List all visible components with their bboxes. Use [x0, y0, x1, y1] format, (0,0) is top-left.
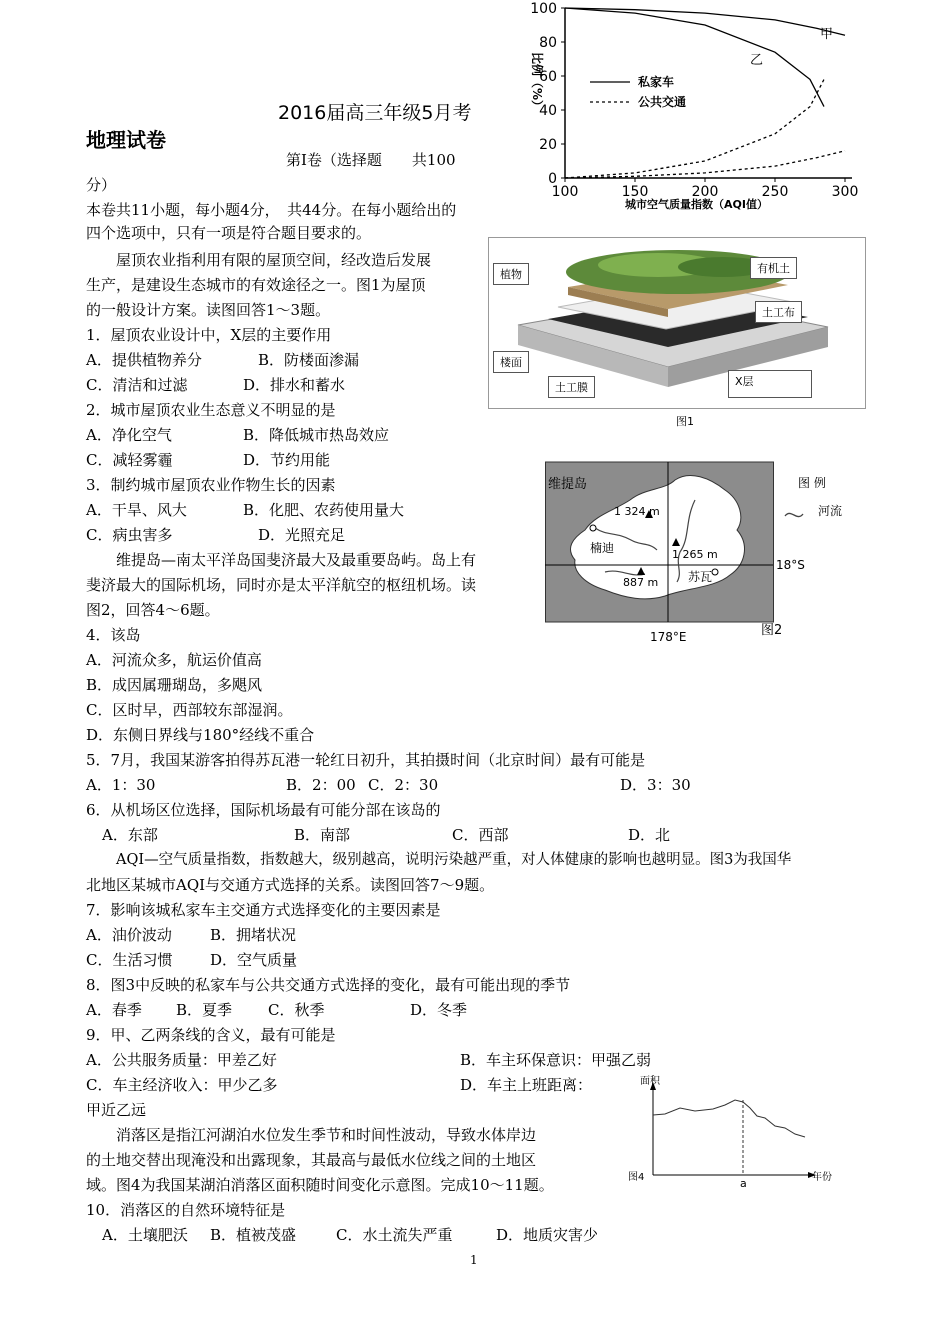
q1-stem: 1．屋顶农业设计中，X层的主要作用: [86, 326, 332, 344]
section-line: 第Ⅰ卷（选择题 共100: [286, 151, 456, 169]
q6-option-b: B．南部: [294, 826, 351, 844]
fig3-xlabel: 城市空气质量指数（AQI值）: [625, 198, 768, 211]
q8-option-d: D．冬季: [410, 1001, 468, 1019]
intro1-line-3: 的一般设计方案。读图回答1～3题。: [86, 301, 331, 319]
page-number: 1: [470, 1253, 478, 1267]
fig3-legend-private: 私家车: [638, 75, 675, 89]
q1-option-a: A．提供植物养分: [86, 351, 202, 369]
intro4-line-1: 消落区是指江河湖泊水位发生季节和时间性波动，导致水体岸边: [116, 1126, 537, 1144]
fig1-label-xlayer: X层: [728, 370, 812, 398]
intro4-line-3: 域。图4为我国某湖泊消落区面积随时间变化示意图。完成10～11题。: [86, 1176, 554, 1194]
q10-stem: 10．消落区的自然环境特征是: [86, 1201, 286, 1219]
title-line: 2016届高三年级5月考: [278, 102, 472, 124]
q8-option-a: A．春季: [86, 1001, 142, 1019]
q4-option-a: A．河流众多，航运价值高: [86, 651, 262, 669]
fig3-series-yi-public-line: [565, 79, 824, 178]
fig3-xtick-label: 200: [691, 184, 719, 200]
fig1-label-plants: 植物: [493, 263, 529, 285]
q6-stem: 6．从机场区位选择，国际机场最有可能分部在该岛的: [86, 801, 441, 819]
fig3-ytick-label: 0: [548, 171, 557, 187]
q5-option-b: B．2：00: [286, 776, 356, 794]
q8-option-c: C．秋季: [268, 1001, 325, 1019]
fig3-chart: [520, 0, 860, 215]
fig3-series-jia-private-line: [565, 8, 845, 35]
section-cont: 分）: [86, 176, 117, 194]
fig2-title: 维提岛: [548, 477, 588, 492]
fig3-ylabel: 比例（%）: [530, 52, 544, 113]
instruction-line-2: 四个选项中，只有一项是符合题目要求的。: [86, 224, 372, 242]
q10-option-c: C．水土流失严重: [336, 1226, 453, 1244]
q9-option-a: A．公共服务质量：甲差乙好: [86, 1051, 277, 1069]
q9-option-d-cont: 甲近乙远: [86, 1101, 147, 1119]
fig3-xtick-label: 250: [761, 184, 789, 200]
q5-stem: 5．7月，我国某游客拍得苏瓦港一轮红日初升，其拍摄时间（北京时间）最有可能是: [86, 751, 646, 769]
fig4-chart: [625, 1070, 840, 1195]
q9-option-b: B．车主环保意识：甲强乙弱: [460, 1051, 652, 1069]
fig1-label-membrane: 土工膜: [548, 376, 595, 398]
fig2-caption: 图2: [761, 623, 783, 638]
subtitle: 地理试卷: [86, 128, 166, 152]
fig2-legend-river: 河流: [818, 504, 843, 518]
q9-option-c: C．车主经济收入：甲少乙多: [86, 1076, 278, 1094]
q8-stem: 8．图3中反映的私家车与公共交通方式选择的变化，最有可能出现的季节: [86, 976, 571, 994]
fig2-lat: 18°S: [776, 558, 805, 572]
fig4-xlabel: 年份: [812, 1172, 832, 1183]
q1-option-b: B．防楼面渗漏: [258, 351, 360, 369]
fig4-area-line: [653, 1100, 805, 1137]
fig3-ytick-label: 40: [539, 103, 557, 119]
fig3-ytick-label: 20: [539, 137, 557, 153]
intro2-line-3: 图2，回答4～6题。: [86, 601, 220, 619]
fig1-caption: 图1: [676, 415, 694, 428]
q2-option-c: C．减轻雾霾: [86, 451, 173, 469]
fig3-ytick-label: 80: [539, 35, 557, 51]
intro1-line-1: 屋顶农业指利用有限的屋顶空间，经改造后发展: [116, 251, 432, 269]
fig2-city1-dot-icon: [590, 525, 596, 531]
fig4-ylabel: 面积: [640, 1076, 660, 1087]
q2-stem: 2．城市屋顶农业生态意义不明显的是: [86, 401, 336, 419]
intro3-line-1: AQI—空气质量指数，指数越大，级别越高，说明污染越严重，对人体健康的影响也越明显。图3为我国华: [116, 852, 792, 868]
instruction-line-1: 本卷共11小题，每小题4分， 共44分。在每小题给出的: [86, 201, 457, 219]
q1-option-d: D．排水和蓄水: [243, 376, 346, 394]
fig3-xtick-label: 150: [621, 184, 649, 200]
q3-option-d: D．光照充足: [258, 526, 346, 544]
fig3-label-jia: 甲: [820, 27, 834, 42]
q6-option-a: A．东部: [102, 826, 158, 844]
q9-option-d: D．车主上班距离：: [460, 1076, 593, 1094]
fig2-legend-title: 图 例: [798, 476, 826, 490]
fig2-peak1: 1 324 m: [614, 505, 660, 518]
intro2-line-1: 维提岛—南太平洋岛国斐济最大及最重要岛屿。岛上有: [116, 551, 477, 569]
fig4-point-a: a: [740, 1177, 747, 1190]
q2-option-a: A．净化空气: [86, 426, 172, 444]
q7-option-c: C．生活习惯: [86, 951, 173, 969]
q4-option-c: C．区时早，西部较东部湿润。: [86, 701, 293, 719]
q1-option-c: C．清洁和过滤: [86, 376, 188, 394]
fig3-label-yi: 乙: [750, 53, 764, 68]
fig2-peak2: 1 265 m: [672, 548, 718, 561]
q10-option-d: D．地质灾害少: [496, 1226, 599, 1244]
q7-stem: 7．影响该城私家车主交通方式选择变化的主要因素是: [86, 901, 441, 919]
intro2-line-2: 斐济最大的国际机场，同时亦是太平洋航空的枢纽机场。读: [86, 576, 477, 594]
q7-option-a: A．油价波动: [86, 926, 172, 944]
q9-stem: 9．甲、乙两条线的含义，最有可能是: [86, 1026, 336, 1044]
q5-option-c: C．2：30: [368, 776, 439, 794]
fig3-series-yi-private-line: [565, 8, 824, 107]
intro3-line-2: 北地区某城市AQI与交通方式选择的关系。读图回答7～9题。: [86, 876, 495, 894]
q3-option-c: C．病虫害多: [86, 526, 173, 544]
fig2-lon: 178°E: [650, 630, 687, 644]
q4-option-b: B．成因属珊瑚岛，多飓风: [86, 676, 263, 694]
q2-option-d: D．节约用能: [243, 451, 331, 469]
fig1-label-floor: 楼面: [493, 351, 529, 373]
intro1-line-2: 生产，是建设生态城市的有效途径之一。图1为屋顶: [86, 276, 426, 294]
q6-option-d: D．北: [628, 826, 671, 844]
q8-option-b: B．夏季: [176, 1001, 233, 1019]
fig2-legend-river-icon: [785, 513, 803, 516]
q7-option-b: B．拥堵状况: [210, 926, 297, 944]
intro4-line-2: 的土地交替出现淹没和出露现象，其最高与最低水位线之间的土地区: [86, 1151, 537, 1169]
q10-option-b: B．植被茂盛: [210, 1226, 297, 1244]
q5-option-a: A．1：30: [86, 776, 156, 794]
fig3-legend-public: 公共交通: [638, 95, 687, 109]
q5-option-d: D．3：30: [620, 776, 691, 794]
fig3-ytick-label: 60: [539, 69, 557, 85]
q2-option-b: B．降低城市热岛效应: [243, 426, 390, 444]
fig2-city1: 楠迪: [590, 541, 615, 555]
fig3-series-jia-public-line: [565, 151, 845, 178]
q10-option-a: A．土壤肥沃: [102, 1226, 188, 1244]
fig1-label-soil: 有机土: [750, 257, 797, 279]
q4-stem: 4．该岛: [86, 626, 141, 644]
fig3-ytick-label: 100: [530, 1, 557, 17]
q3-option-b: B．化肥、农药使用量大: [243, 501, 405, 519]
q6-option-c: C．西部: [452, 826, 509, 844]
q3-stem: 3．制约城市屋顶农业作物生长的因素: [86, 476, 336, 494]
fig3-xtick-label: 300: [831, 184, 859, 200]
q3-option-a: A．干旱、风大: [86, 501, 187, 519]
fig2-city2: 苏瓦: [688, 570, 713, 584]
fig3-xtick-label: 100: [551, 184, 579, 200]
fig2-city2-dot-icon: [712, 569, 718, 575]
q7-option-d: D．空气质量: [210, 951, 298, 969]
fig2-peak3: 887 m: [623, 576, 659, 589]
q4-option-d: D．东侧日界线与180°经线不重合: [86, 726, 315, 744]
fig1-label-geotextile: 土工布: [755, 301, 802, 323]
fig4-caption: 图4: [628, 1172, 645, 1183]
